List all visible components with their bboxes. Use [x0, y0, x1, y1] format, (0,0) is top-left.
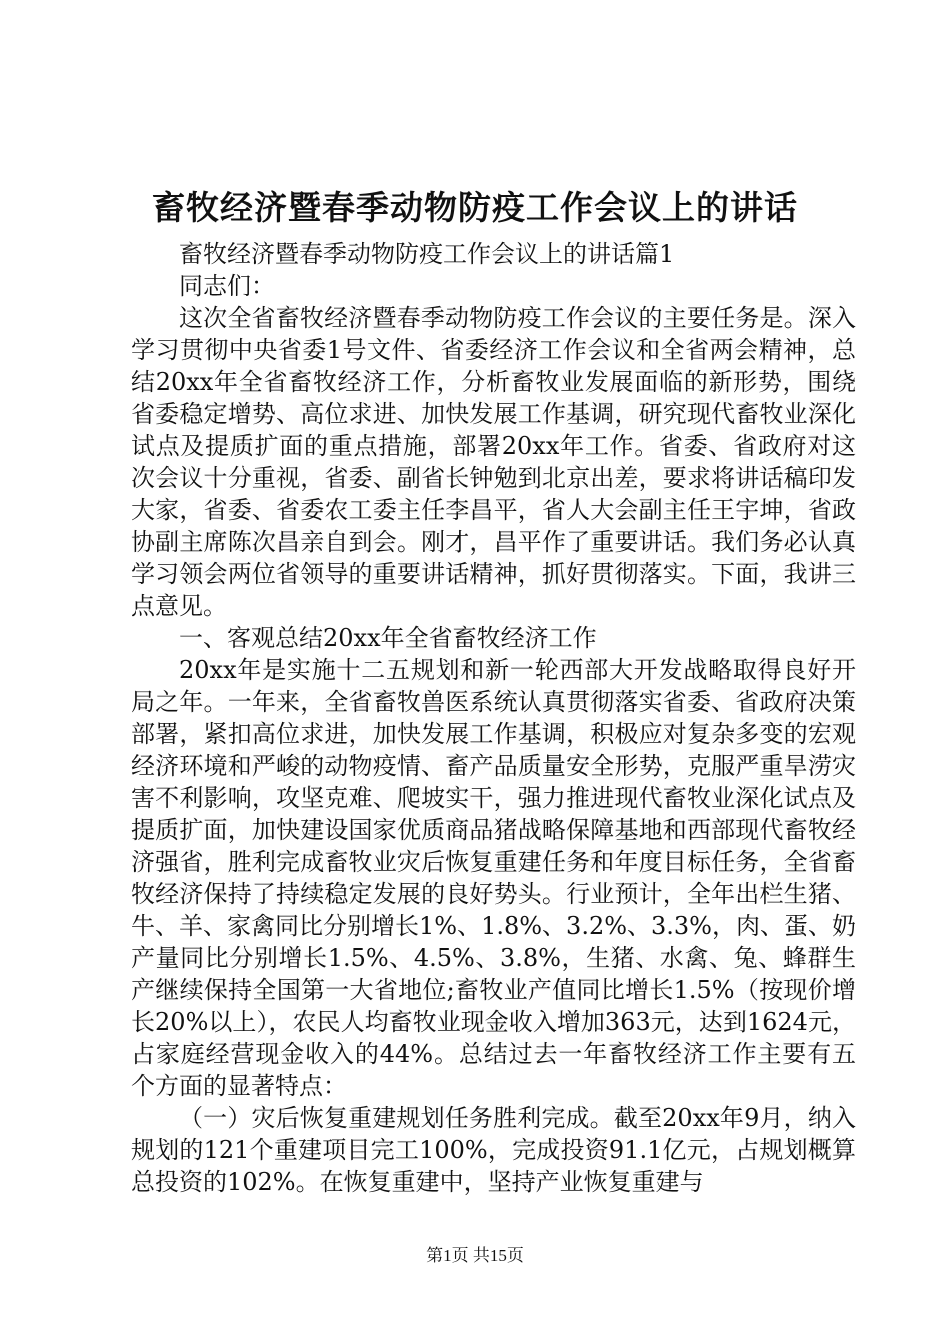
document-title: 畜牧经济暨春季动物防疫工作会议上的讲话	[152, 188, 798, 227]
paragraph-intro: 这次全省畜牧经济暨春季动物防疫工作会议的主要任务是。深入学习贯彻中央省委1号文件、省委经济工作会议和全省两会精神，总结20xx年全省畜牧经济工作，分析畜牧业发展面临的新形势，围绕省委稳定增势、高位求进、加快发展工作基调，研究现代畜牧业深化试点及提质扩面的重点措施，部署20xx年工作。省委、省政府对这次会议十分重视，省委、副省长钟勉到北京出差，要求将讲话稿印发大家，省委、省委农工委主任李昌平，省人大会副主任王宇坤，省政协副主席陈次昌亲自到会。刚才，昌平作了重要讲话。我们务必认真学习领会两位省领导的重要讲话精神，抓好贯彻落实。下面，我讲三点意见。	[131, 304, 856, 620]
paragraph-subtitle: 畜牧经济暨春季动物防疫工作会议上的讲话篇1	[179, 240, 675, 268]
section-heading-1: 一、客观总结20xx年全省畜牧经济工作	[179, 624, 597, 652]
paragraph-salutation: 同志们：	[179, 272, 275, 300]
document-body	[131, 238, 856, 1198]
page-footer: 第1页 共15页	[426, 1246, 524, 1265]
paragraph-summary: 20xx年是实施十二五规划和新一轮西部大开发战略取得良好开局之年。一年来，全省畜牧兽医系统认真贯彻落实省委、省政府决策部署，紧扣高位求进，加快发展工作基调，积极应对复杂多变的宏观经济环境和严峻的动物疫情、畜产品质量安全形势，克服严重旱涝灾害不利影响，攻坚克难、爬坡实干，强力推进现代畜牧业深化试点及提质扩面，加快建设国家优质商品猪战略保障基地和西部现代畜牧经济强省，胜利完成畜牧业灾后恢复重建任务和年度目标任务，全省畜牧经济保持了持续稳定发展的良好势头。行业预计，全年出栏生猪、牛、羊、家禽同比分别增长1%、1.8%、3.2%、3.3%，肉、蛋、奶产量同比分别增长1.5%、4.5%、3.8%，生猪、水禽、兔、蜂群生产继续保持全国第一大省地位;畜牧业产值同比增长1.5%（按现价增长20%以上），农民人均畜牧业现金收入增加363元，达到1624元，占家庭经营现金收入的44%。总结过去一年畜牧经济工作主要有五个方面的显著特点：	[131, 656, 856, 1100]
paragraph-subsection-1: （一）灾后恢复重建规划任务胜利完成。截至20xx年9月，纳入规划的121个重建项目完工100%，完成投资91.1亿元，占规划概算总投资的102%。在恢复重建中，坚持产业恢复重建与	[131, 1104, 856, 1196]
